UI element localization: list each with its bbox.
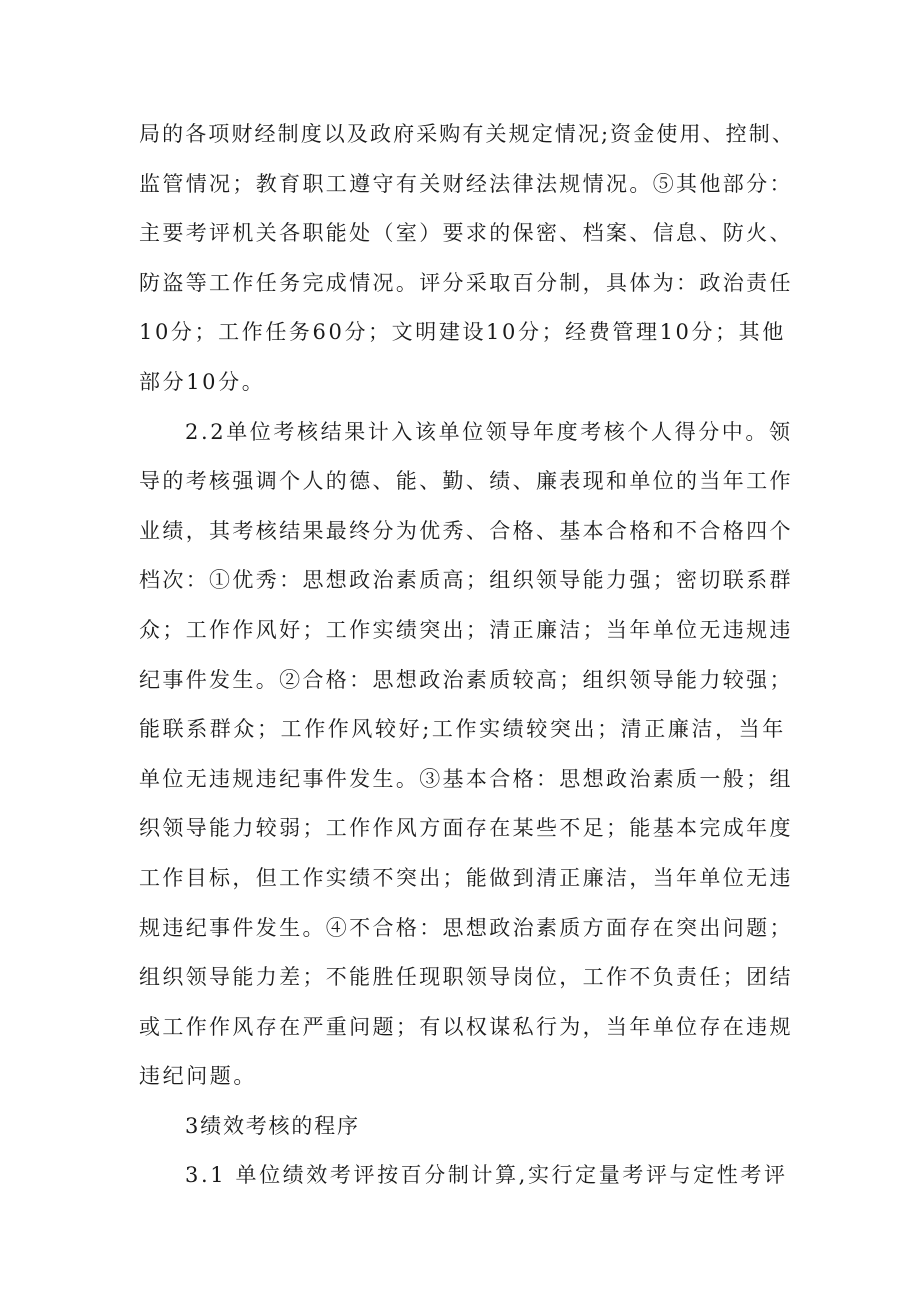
text-line: 或工作作风存在严重问题；有以权谋私行为，当年单位存在违规 [139, 1014, 793, 1039]
text-line: 违纪问题。 [139, 1064, 257, 1089]
text-line: 众；工作作风好；工作实绩突出；清正廉洁；当年单位无违规违 [139, 617, 793, 642]
text-line: 档次：①优秀：思想政治素质高；组织领导能力强；密切联系群 [139, 568, 793, 593]
text-line: 部分10分。 [139, 369, 266, 394]
text-line: 能联系群众；工作作风较好;工作实绩较突出；清正廉洁，当年 [139, 717, 786, 742]
body-text [139, 110, 799, 1201]
section-heading: 3绩效考核的程序 [185, 1113, 360, 1138]
text-line: 工作目标，但工作实绩不突出；能做到清正廉洁，当年单位无违 [139, 865, 793, 890]
text-line: 纪事件发生。②合格：思想政治素质较高；组织领导能力较强； [139, 667, 793, 692]
paragraph-start-line: 3.1 单位绩效考评按百分制计算,实行定量考评与定性考评 [185, 1163, 788, 1188]
text-line: 监管情况；教育职工遵守有关财经法律法规情况。⑤其他部分： [139, 171, 793, 196]
text-line: 单位无违规违纪事件发生。③基本合格：思想政治素质一般；组 [139, 766, 793, 791]
paragraph-start-line: 2.2单位考核结果计入该单位领导年度考核个人得分中。领 [185, 419, 793, 444]
text-line: 主要考评机关各职能处（室）要求的保密、档案、信息、防火、 [139, 221, 793, 246]
text-line: 规违纪事件发生。④不合格：思想政治素质方面存在突出问题； [139, 915, 793, 940]
text-line: 业绩，其考核结果最终分为优秀、合格、基本合格和不合格四个 [139, 518, 793, 543]
text-line: 局的各项财经制度以及政府采购有关规定情况;资金使用、控制、 [139, 122, 795, 146]
text-line: 防盗等工作任务完成情况。评分采取百分制，具体为：政治责任 [139, 270, 793, 295]
text-line: 组织领导能力差；不能胜任现职领导岗位，工作不负责任；团结 [139, 965, 793, 990]
text-line: 导的考核强调个人的德、能、勤、绩、廉表现和单位的当年工作 [139, 469, 793, 494]
text-line: 10分；工作任务60分；文明建设10分；经费管理10分；其他 [139, 320, 786, 345]
text-line: 织领导能力较弱；工作作风方面存在某些不足；能基本完成年度 [139, 816, 793, 841]
